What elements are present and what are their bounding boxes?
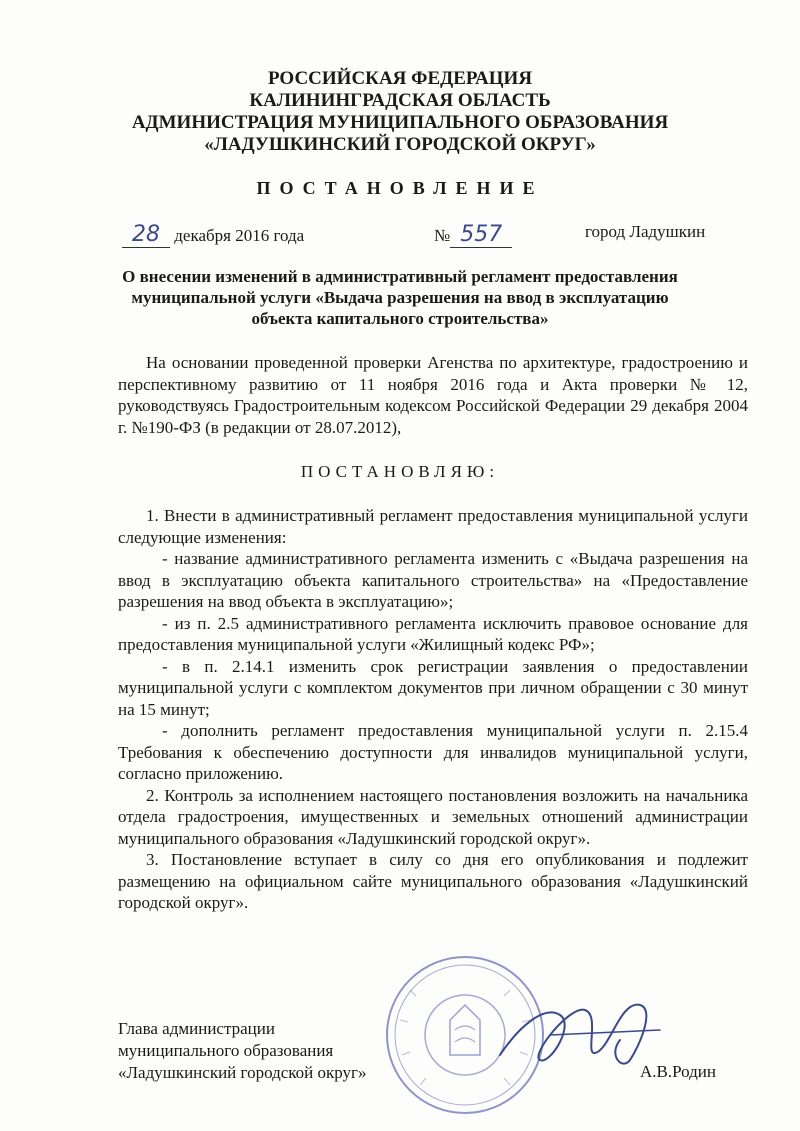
- document-number: [434, 222, 512, 248]
- subject-line: объекта капитального строительства»: [251, 309, 549, 328]
- item-2: 2. Контроль за исполнением настоящего постановления возложить на начальника отдела градостроения, имущественных и земельных отношений администрации муниципального образования «Ладушкинский городской округ».: [118, 785, 748, 848]
- document-date: [122, 222, 304, 248]
- number-label: №: [434, 226, 451, 245]
- item-1d: - дополнить регламент предоставления муниципальной услуги п. 2.15.4 Требования к обеспечению доступности для инвалидов муниципальной услуги, согласно приложению.: [118, 721, 748, 783]
- number-value: 557: [450, 222, 512, 248]
- document-type: ПОСТАНОВЛЕНИЕ: [256, 178, 544, 198]
- decree-word: ПОСТАНОВЛЯЮ:: [300, 462, 500, 481]
- document-subject: [110, 266, 690, 329]
- item-1b: - из п. 2.5 административного регламента исключить правовое основание для предоставления муниципальной услуги «Жилищный кодекс РФ»;: [118, 613, 748, 654]
- signer-position-line: Глава администрации: [118, 1019, 275, 1038]
- item-1a: - название административного регламента изменить с «Выдача разрешения на ввод в эксплуатацию объекта капитального строительства» на «Предоставление разрешения на ввод объекта в эксплуатацию»;: [118, 549, 748, 611]
- signature-block: [118, 1018, 367, 1084]
- header-region: КАЛИНИНГРАДСКАЯ ОБЛАСТЬ: [249, 90, 551, 111]
- signer-position-line: муниципального образования: [118, 1041, 334, 1060]
- document-city: город Ладушкин: [585, 222, 706, 241]
- date-day: 28: [122, 222, 170, 248]
- item-3: 3. Постановление вступает в силу со дня его опубликования и подлежит размещению на официальном сайте муниципального образования «Ладушкинский городской округ».: [118, 850, 748, 912]
- header-municipality: «ЛАДУШКИНСКИЙ ГОРОДСКОЙ ОКРУГ»: [204, 134, 596, 155]
- header-administration: АДМИНИСТРАЦИЯ МУНИЦИПАЛЬНОГО ОБРАЗОВАНИЯ: [131, 112, 669, 133]
- subject-line: О внесении изменений в административный регламент предоставления: [122, 267, 678, 286]
- header-country: РОССИЙСКАЯ ФЕДЕРАЦИЯ: [267, 68, 533, 89]
- subject-line: муниципальной услуги «Выдача разрешения на ввод в эксплуатацию: [131, 288, 669, 307]
- date-month-year: декабря 2016 года: [174, 226, 305, 245]
- preamble: [118, 352, 748, 438]
- signer-position-line: «Ладушкинский городской округ»: [118, 1063, 367, 1082]
- preamble-text: На основании проведенной проверки Агенства по архитектуре, градостроению и перспективному развитию от 11 ноября 2016 года и Акта проверки № 12, руководствуясь Градостроительным кодексом Российской Федерации 29 декабря 2004 г. №190-ФЗ (в редакции от 28.07.2012),: [118, 353, 748, 437]
- item-1c: - в п. 2.14.1 изменить срок регистрации заявления о предоставлении муниципальной услуги с комплектом документов при личном обращении с 30 минут на 15 минут;: [118, 656, 748, 719]
- document-header: [100, 68, 700, 156]
- signer-name: А.В.Родин: [640, 1062, 717, 1081]
- decree-items: [118, 505, 748, 914]
- item-1: 1. Внести в административный регламент предоставления муниципальной услуги следующие изменения:: [118, 506, 748, 547]
